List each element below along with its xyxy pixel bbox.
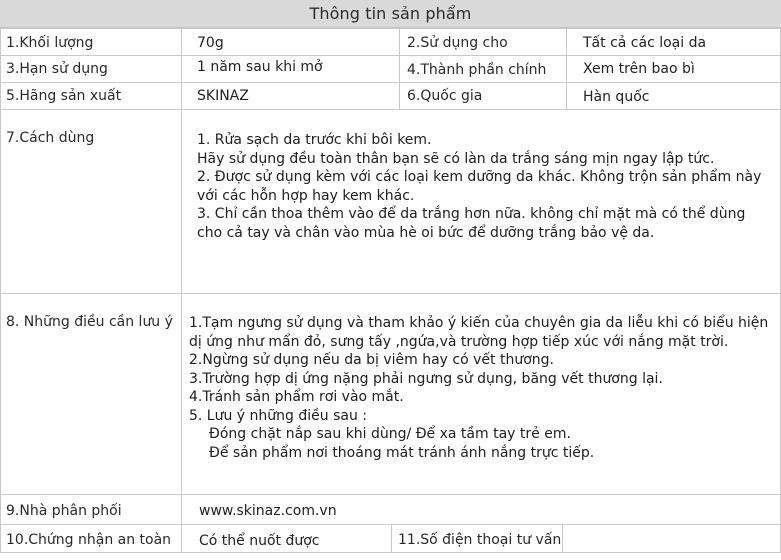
row-divider bbox=[0, 293, 781, 294]
usage-instructions bbox=[197, 131, 761, 242]
label-distributor: 9.Nhà phân phối bbox=[6, 503, 122, 519]
label-manufacturer: 5.Hãng sản xuất bbox=[6, 88, 122, 104]
note-sub-line: Để sản phẩm nơi thoáng mát tránh ánh nắng trực tiếp. bbox=[209, 444, 595, 461]
usage-line: 1. Rửa sạch da trước khi bôi kem. bbox=[197, 132, 432, 148]
label-country: 6.Quốc gia bbox=[407, 88, 483, 104]
table-border-left bbox=[0, 28, 1, 553]
row-divider bbox=[0, 82, 781, 83]
label-use-for: 2.Sử dụng cho bbox=[407, 35, 508, 51]
label-usage: 7.Cách dùng bbox=[6, 130, 95, 146]
usage-line: cho cả tay và chân vào mùa hè oi bức để dưỡng trắng bảo vệ da. bbox=[197, 224, 655, 241]
row-divider bbox=[0, 55, 781, 56]
usage-line: với các hỗn hợp hay kem khác. bbox=[197, 187, 415, 204]
label-hotline: 11.Số điện thoại tư vấn bbox=[398, 532, 562, 548]
distributor-website-link[interactable]: www.skinaz.com.vn bbox=[199, 503, 337, 519]
column-divider bbox=[399, 28, 400, 109]
note-line: 3.Trường hợp dị ứng nặng phải ngưng sử dụng, băng vết thương lại. bbox=[189, 370, 663, 387]
column-divider bbox=[391, 524, 392, 553]
note-line: 4.Tránh sản phẩm rơi vào mắt. bbox=[189, 389, 404, 405]
column-divider bbox=[566, 28, 567, 109]
usage-line: 2. Được sử dụng kèm với các loại kem dưỡng da khác. Không trộn sản phẩm này bbox=[197, 169, 762, 185]
usage-line: Hãy sử dụng đều toàn thân bạn sẽ có làn da trắng sáng mịn ngay lập tức. bbox=[197, 150, 715, 167]
value-safety: Có thể nuốt được bbox=[199, 533, 320, 549]
row-divider bbox=[0, 109, 781, 110]
column-divider bbox=[181, 28, 182, 553]
usage-line: 3. Chỉ cần thoa thêm vào để da trắng hơn nữa. không chỉ mặt mà có thể dùng bbox=[197, 206, 746, 222]
value-ingredients: Xem trên bao bì bbox=[583, 61, 695, 77]
row-divider bbox=[0, 28, 781, 29]
value-expiry: 1 năm sau khi mở bbox=[197, 59, 323, 75]
note-line: 2.Ngừng sử dụng nếu da bị viêm hay có vết thương. bbox=[189, 352, 554, 368]
notes-list bbox=[189, 314, 768, 462]
value-country: Hàn quốc bbox=[583, 89, 650, 105]
note-line: 5. Lưu ý những điều sau : bbox=[189, 407, 367, 424]
page-title: Thông tin sản phẩm bbox=[309, 4, 472, 23]
note-sub-line: Đóng chặt nắp sau khi dùng/ Để xa tầm tay trẻ em. bbox=[209, 426, 571, 442]
label-weight: 1.Khối lượng bbox=[6, 35, 94, 51]
row-divider bbox=[0, 494, 781, 495]
label-expiry: 3.Hạn sử dụng bbox=[6, 61, 108, 77]
note-line: 1.Tạm ngưng sử dụng và tham khảo ý kiến của chuyên gia da liễu khi có biểu hiện bbox=[189, 315, 769, 331]
label-ingredients: 4.Thành phần chính bbox=[407, 62, 547, 78]
value-manufacturer: SKINAZ bbox=[197, 88, 249, 104]
label-safety: 10.Chứng nhận an toàn bbox=[6, 532, 172, 548]
value-use-for: Tất cả các loại da bbox=[583, 35, 707, 51]
note-line: dị ứng như mẩn đỏ, sưng tấy ,ngứa,và trường hợp tiếp xúc với nắng mặt trời. bbox=[189, 333, 729, 350]
label-notes: 8. Những điều cần lưu ý bbox=[6, 314, 173, 330]
column-divider bbox=[562, 524, 563, 553]
value-weight: 70g bbox=[197, 35, 224, 51]
